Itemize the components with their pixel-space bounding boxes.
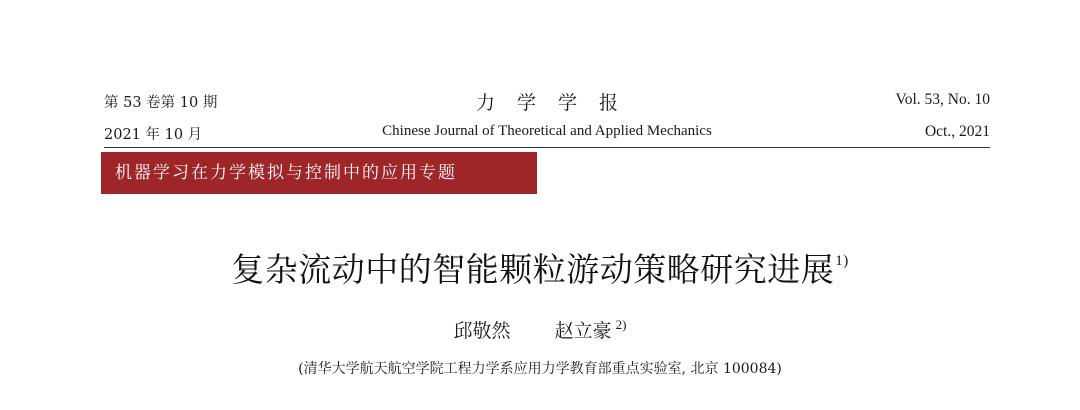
author-list (0, 316, 1080, 343)
title-footnote-marker: 1) (835, 253, 849, 269)
publication-date-en: Oct., 2021 (924, 123, 990, 140)
article-title-text: 复杂流动中的智能颗粒游动策略研究进展 (231, 250, 835, 289)
volume-number-en: Vol. 53, No. 10 (895, 91, 990, 108)
author-affiliation: (清华大学航天航空学院工程力学系应用力学教育部重点实验室, 北京 100084) (298, 361, 782, 377)
journal-header-top (104, 91, 990, 113)
journal-name-en: Chinese Journal of Theoretical and Applied Mechanics (382, 123, 712, 139)
issue-number-cn: 第 53 卷第 10 期 (104, 95, 218, 111)
article-title (0, 244, 1080, 291)
publication-date-cn: 2021 年 10 月 (104, 127, 203, 143)
header-divider (104, 147, 990, 148)
journal-header-bottom (104, 123, 990, 143)
journal-name-cn: 力学学报 (475, 92, 640, 114)
author-name: 赵立豪 (554, 320, 612, 342)
author-footnote-marker: 2) (615, 317, 627, 332)
special-topic-banner: 机器学习在力学模拟与控制中的应用专题 (101, 152, 537, 194)
author-name: 邱敬然 (453, 320, 511, 342)
